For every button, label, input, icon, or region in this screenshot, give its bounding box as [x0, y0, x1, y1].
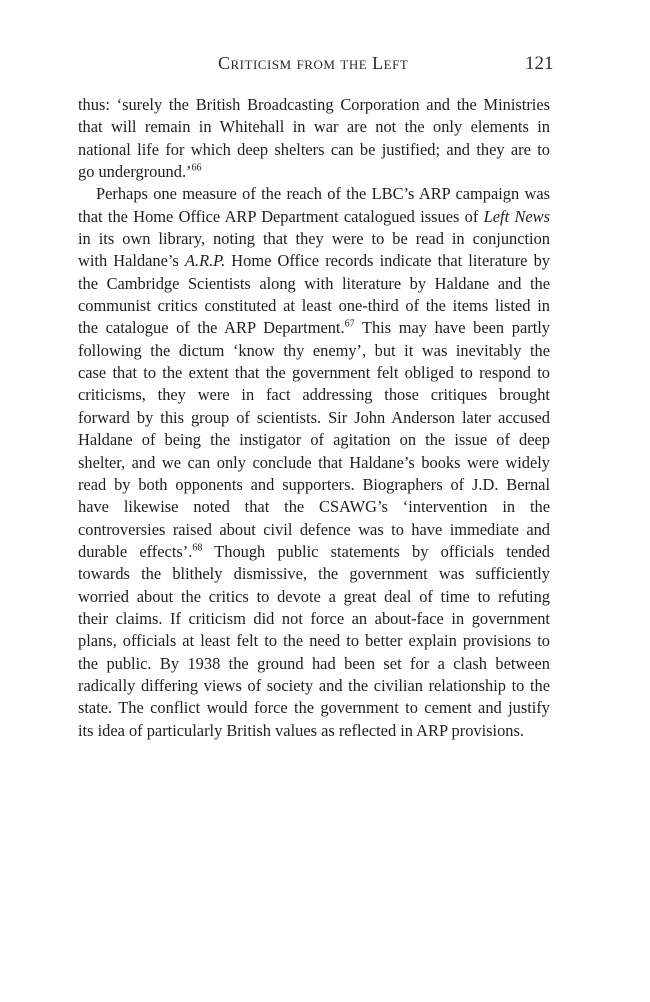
text-line: thus: ‘surely the British Broadcasting Corporation and the Ministries: [78, 95, 550, 114]
text-line: plans, officials at least felt to the need to better explain provisions to: [78, 631, 550, 651]
text-line: case that to the extent that the government felt obliged to respond to: [78, 363, 550, 383]
text-line: its idea of particularly British values as reflected in ARP provisions.: [78, 720, 524, 740]
italic-title-left-news: Left News: [483, 206, 550, 226]
text-line: controversies raised about civil defence was to have immediate and: [78, 519, 550, 539]
footnote-ref-68: 68: [192, 542, 203, 554]
running-header: [0, 53, 650, 79]
text-line: following the dictum ‘know thy enemy’, but it was inevitably the: [78, 340, 550, 360]
text-line: shelter, and we can only conclude that Haldane’s books were widely: [78, 452, 550, 472]
text-line: radically differing views of society and the civilian relationship to the: [78, 675, 550, 695]
body-text: [78, 94, 550, 742]
text-line: [78, 317, 550, 339]
italic-title-arp: A.R.P.: [184, 251, 226, 271]
text-line: forward by this group of scientists. Sir John Anderson later accused: [78, 407, 550, 427]
text-line: read by both opponents and supporters. Biographers of J.D. Bernal: [78, 474, 550, 494]
text-line: [78, 541, 550, 563]
text-line: Perhaps one measure of the reach of the LBC’s ARP campaign was: [96, 184, 550, 204]
text-line: that will remain in Whitehall in war are not the only elements in: [78, 117, 550, 137]
footnote-ref-66: 66: [191, 162, 202, 174]
text-line: worried about the critics to devote a great deal of time to refuting: [78, 586, 550, 606]
text-line: national life for which deep shelters can be justified; and they are to: [78, 139, 550, 159]
text-fragment: with Haldane’s: [78, 251, 185, 271]
text-line: communist critics constituted at least one-third of the items listed in: [78, 296, 550, 316]
text-line: criticisms, they were in fact addressing those critiques brought: [78, 385, 550, 405]
page-number: 121: [525, 53, 554, 74]
text-line: state. The conflict would force the government to cement and justify: [78, 698, 550, 718]
text-fragment: Though public statements by officials tended: [202, 541, 550, 561]
footnote-ref-67: 67: [344, 318, 355, 330]
text-fragment: durable effects’.: [78, 541, 193, 561]
text-fragment: Home Office records indicate that literature by: [225, 251, 550, 271]
text-fragment: go underground.’: [78, 162, 192, 182]
text-line: towards the blithely dismissive, the government was sufficiently: [78, 564, 550, 584]
text-fragment: This may have been partly: [354, 318, 550, 338]
text-line: the Cambridge Scientists along with literature by Haldane and the: [78, 273, 550, 293]
text-line: their claims. If criticism did not force an about-face in government: [78, 608, 550, 628]
text-line: Haldane of being the instigator of agitation on the issue of deep: [78, 430, 550, 450]
text-fragment: that the Home Office ARP Department catalogued issues of: [78, 206, 484, 226]
text-line: have likewise noted that the CSAWG’s ‘intervention in the: [78, 497, 550, 517]
text-line: in its own library, noting that they were to be read in conjunction: [78, 229, 550, 249]
text-line: [78, 206, 550, 228]
text-line: the public. By 1938 the ground had been set for a clash between: [78, 653, 550, 673]
running-title: Criticism from the Left: [218, 53, 409, 73]
text-line: [78, 250, 550, 272]
text-line: [78, 161, 550, 183]
text-fragment: the catalogue of the ARP Department.: [78, 318, 345, 338]
